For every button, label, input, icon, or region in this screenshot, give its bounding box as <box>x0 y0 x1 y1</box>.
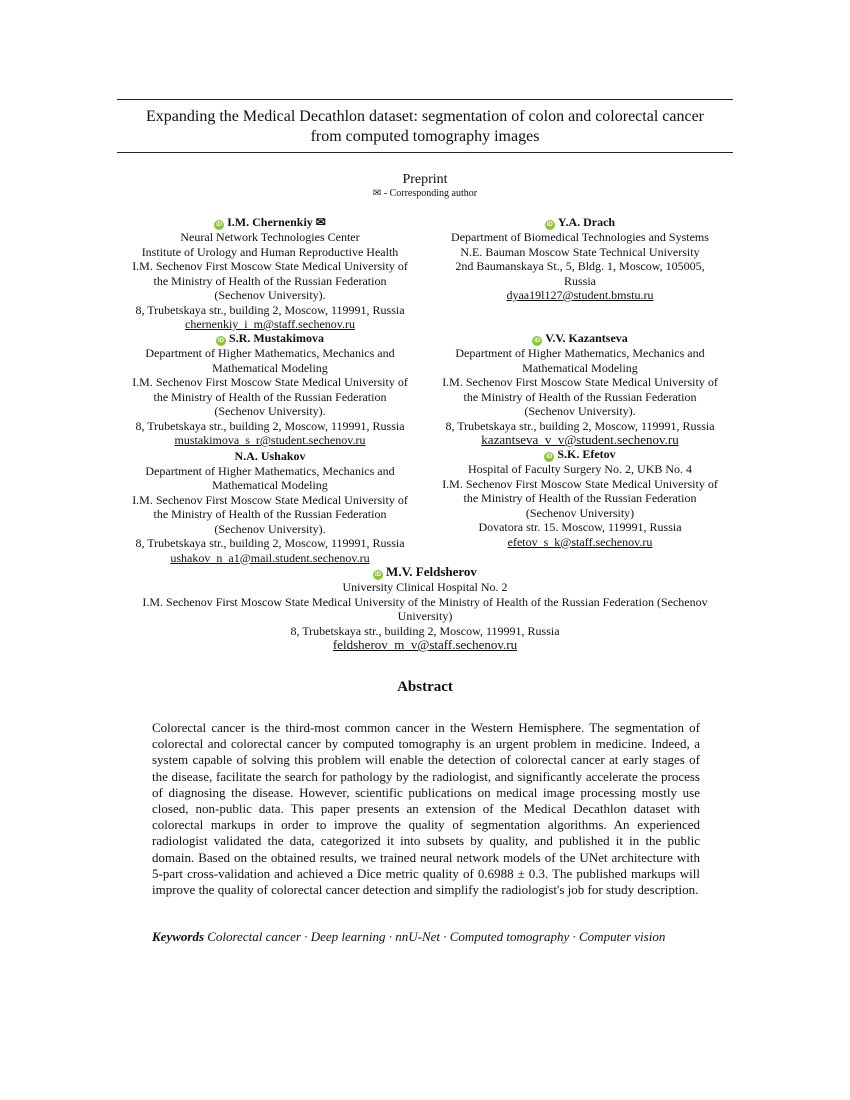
author-email-link[interactable]: dyaa19l127@student.bmstu.ru <box>506 288 654 302</box>
affiliation-line: Department of Higher Mathematics, Mechanics and <box>455 346 705 360</box>
affiliation-line: (Sechenov University) <box>525 505 635 520</box>
affiliation-line: Hospital of Faculty Surgery No. 2, UKB No. 4 <box>467 462 693 476</box>
keywords-line <box>152 929 700 945</box>
author-email-link[interactable]: efetov_s_k@staff.sechenov.ru <box>507 534 653 549</box>
affiliation-line: the Ministry of Health of the Russian Federation <box>153 389 387 404</box>
affiliation-line: (Sechenov University). <box>214 404 326 418</box>
paper-title <box>117 107 733 147</box>
affiliation-line: the Ministry of Health of the Russian Federation <box>153 273 387 288</box>
keywords-label: Keywords <box>152 929 204 944</box>
affiliation-line: the Ministry of Health of the Russian Federation <box>463 491 697 505</box>
author-email-link[interactable]: chernenkiy_i_m@staff.sechenov.ru <box>185 317 355 331</box>
affiliation-line: I.M. Sechenov First Moscow State Medical University of the Ministry of Health of the Russian Federation (Sechenov <box>142 594 708 609</box>
affiliation-line: Institute of Urology and Human Reproductive Health <box>141 244 399 259</box>
preprint-label: Preprint <box>402 172 448 187</box>
affiliation-line: 8, Trubetskaya str., building 2, Moscow, 119991, Russia <box>290 623 560 638</box>
affiliation-line: Dovatora str. 15. Moscow, 119991, Russia <box>478 520 682 534</box>
affiliation-line: Department of Higher Mathematics, Mechanics and <box>145 346 395 360</box>
corresponding-note: ✉ - Corresponding author <box>372 188 478 199</box>
orcid-icon[interactable]: iD <box>534 338 541 344</box>
author-block-kazantseva <box>430 331 730 448</box>
affiliation-line: Mathematical Modeling <box>212 478 328 492</box>
affiliation-line: Neural Network Technologies Center <box>180 230 360 244</box>
affiliation-line: the Ministry of Health of the Russian Federation <box>463 389 697 404</box>
abstract-body: Colorectal cancer is the third-most common cancer in the Western Hemisphere. The segmentation of colorectal and colorectal cancer by computed tomography is an urgent problem in medicine. Indeed, a system capable of solving this problem will enable the detection of colorectal cancer at early stages of the disease, facilitate the search for pathology by the radiologist, and significantly accelerate the process of diagnosing the disease. However, scientific publications on medical image processing mostly use closed, non-public data. This paper presents an extension of the Medical Decathlon dataset with colorectal markups in order to improve the quality of segmentation algorithms. An experienced radiologist validated the data, categorized it into subsets by quality, and published it in the public domain. Based on the obtained results, we trained neural network models of the UNet architecture with 5-part cross-validation and achieved a Dice metric quality of 0.6988 ± 0.3. The published markups will improve the quality of colorectal cancer detection and simplify the radiologist's job for study description. <box>152 720 700 898</box>
author-email-link[interactable]: mustakimova_s_r@student.sechenov.ru <box>174 433 366 447</box>
affiliation-line: I.M. Sechenov First Moscow State Medical University of <box>132 375 408 389</box>
author-block-feldsherov <box>120 565 730 653</box>
affiliation-line: 2nd Baumanskaya St., 5, Bldg. 1, Moscow, 105005, <box>455 259 705 273</box>
top-rule <box>117 99 733 100</box>
affiliation-line: University Clinical Hospital No. 2 <box>342 580 508 594</box>
affiliation-line: Department of Higher Mathematics, Mechanics and <box>145 463 395 478</box>
author-name: N.A. Ushakov <box>234 449 306 463</box>
affiliation-line: (Sechenov University). <box>524 404 636 418</box>
affiliation-line: I.M. Sechenov First Moscow State Medical University of <box>442 375 718 389</box>
title-line-2: from computed tomography images <box>310 128 540 145</box>
affiliation-line: the Ministry of Health of the Russian Federation <box>153 507 387 521</box>
author-block-chernenkiy <box>120 215 420 332</box>
author-name: I.M. Chernenkiy ✉ <box>227 215 326 229</box>
affiliation-line: (Sechenov University). <box>214 521 326 536</box>
bottom-rule <box>117 152 733 153</box>
affiliation-line: 8, Trubetskaya str., building 2, Moscow, 119991, Russia <box>445 418 715 433</box>
orcid-icon[interactable]: iD <box>546 454 553 460</box>
author-name: M.V. Feldsherov <box>386 564 477 579</box>
affiliation-line: I.M. Sechenov First Moscow State Medical University of <box>132 259 408 273</box>
keywords-text: Colorectal cancer · Deep learning · nnU-Net · Computed tomography · Computer vision <box>207 929 666 944</box>
author-block-efetov <box>430 447 730 549</box>
author-name: Y.A. Drach <box>557 215 616 229</box>
author-block-drach <box>430 215 730 303</box>
author-email-link[interactable]: ushakov_n_a1@mail.student.sechenov.ru <box>170 550 370 565</box>
affiliation-line: N.E. Bauman Moscow State Technical University <box>460 244 700 259</box>
affiliation-line: (Sechenov University). <box>214 288 326 302</box>
orcid-icon[interactable]: iD <box>217 338 224 344</box>
orcid-icon[interactable]: iD <box>546 222 553 228</box>
affiliation-line: Russia <box>563 273 596 288</box>
abstract-heading: Abstract <box>397 679 453 695</box>
affiliation-line: Department of Biomedical Technologies and Systems <box>451 230 709 244</box>
affiliation-line: I.M. Sechenov First Moscow State Medical University of <box>132 492 408 507</box>
author-email-link[interactable]: feldsherov_m_v@staff.sechenov.ru <box>332 637 518 652</box>
title-line-1: Expanding the Medical Decathlon dataset: segmentation of colon and colorectal cancer <box>146 108 704 125</box>
author-block-ushakov <box>120 449 420 565</box>
author-email-link[interactable]: kazantseva_v_v@student.sechenov.ru <box>481 432 679 447</box>
affiliation-line: Mathematical Modeling <box>522 360 638 375</box>
affiliation-line: University) <box>397 609 453 623</box>
author-block-mustakimova <box>120 331 420 448</box>
affiliation-line: 8, Trubetskaya str., building 2, Moscow, 119991, Russia <box>135 536 405 550</box>
affiliation-line: 8, Trubetskaya str., building 2, Moscow, 119991, Russia <box>135 418 405 433</box>
author-name: V.V. Kazantseva <box>545 331 628 345</box>
affiliation-line: Mathematical Modeling <box>212 360 328 375</box>
author-name: S.R. Mustakimova <box>228 331 324 345</box>
orcid-icon[interactable]: iD <box>375 572 382 578</box>
orcid-icon[interactable]: iD <box>216 222 223 228</box>
affiliation-line: I.M. Sechenov First Moscow State Medical University of <box>442 476 718 491</box>
affiliation-line: 8, Trubetskaya str., building 2, Moscow, 119991, Russia <box>135 302 405 317</box>
author-name: S.K. Efetov <box>557 447 616 461</box>
